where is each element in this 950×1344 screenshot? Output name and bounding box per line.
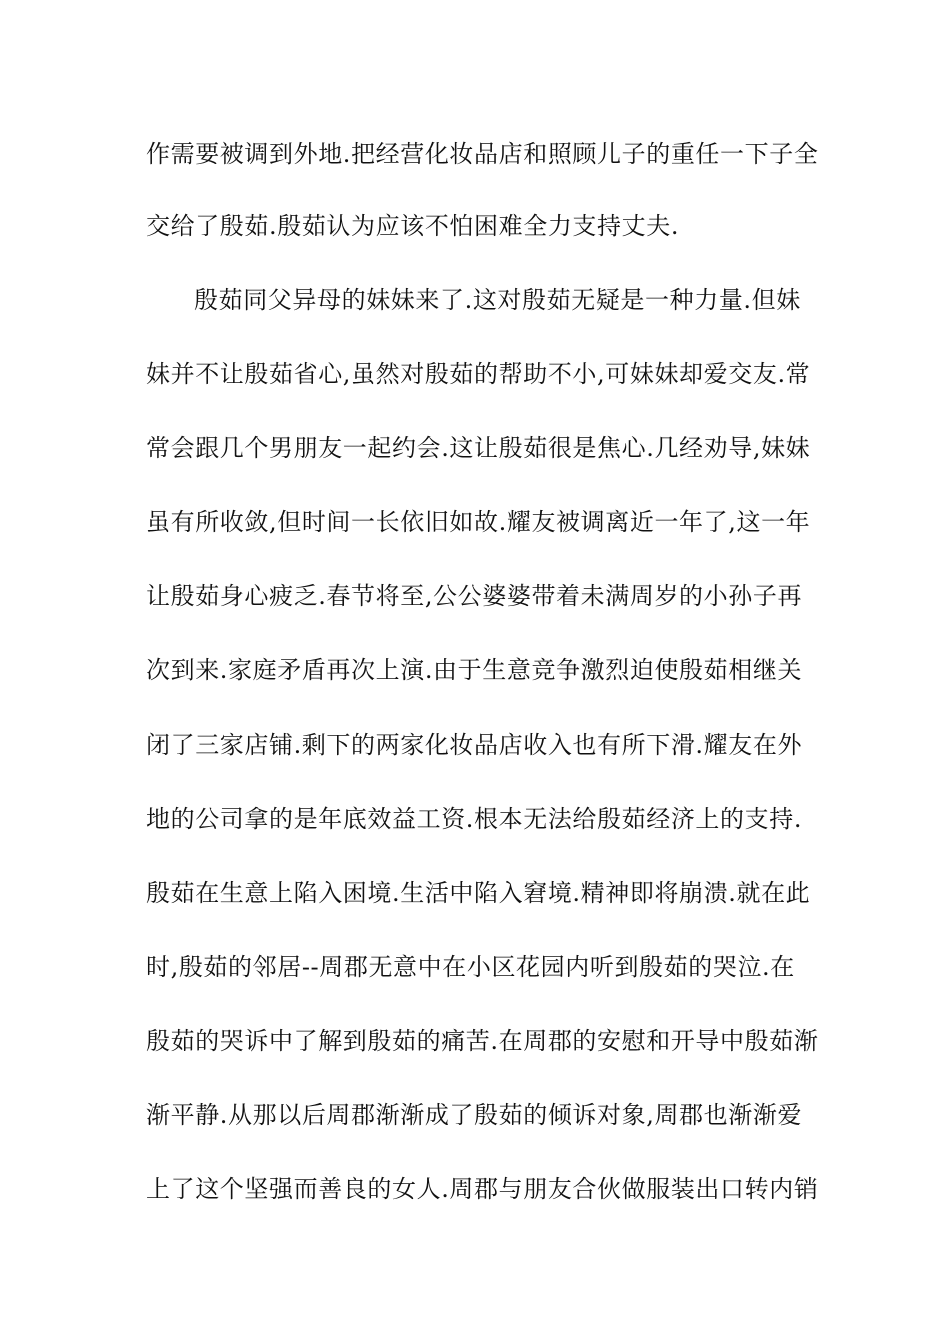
text-line-10: 地的公司拿的是年底效益工资.根本无法给殷茹经济上的支持.	[146, 805, 803, 833]
text-line-2: 交给了殷茹.殷茹认为应该不怕困难全力支持丈夫.	[146, 212, 680, 240]
paragraph-first-line: 殷茹同父异母的妹妹来了.这对殷茹无疑是一种力量.但妹	[194, 286, 801, 314]
text-line-6: 虽有所收敛,但时间一长依旧如故.耀友被调离近一年了,这一年	[146, 508, 811, 536]
text-line-8: 次到来.家庭矛盾再次上演.由于生意竞争激烈迫使殷茹相继关	[146, 656, 803, 684]
text-line-7: 让殷茹身心疲乏.春节将至,公公婆婆带着未满周岁的小孙子再	[146, 582, 803, 610]
text-line-1: 作需要被调到外地.把经营化妆品店和照顾儿子的重任一下子全	[146, 140, 819, 168]
text-line-13: 殷茹的哭诉中了解到殷茹的痛苦.在周郡的安慰和开导中殷茹渐	[146, 1027, 819, 1055]
text-line-9: 闭了三家店铺.剩下的两家化妆品店收入也有所下滑.耀友在外	[146, 731, 803, 759]
text-line-5: 常会跟几个男朋友一起约会.这让殷茹很是焦心.几经劝导,妹妹	[146, 434, 811, 462]
text-line-15: 上了这个坚强而善良的女人.周郡与朋友合伙做服装出口转内销	[146, 1175, 819, 1203]
text-line-4: 妹并不让殷茹省心,虽然对殷茹的帮助不小,可妹妹却爱交友.常	[146, 360, 811, 388]
text-line-11: 殷茹在生意上陷入困境.生活中陷入窘境.精神即将崩溃.就在此	[146, 879, 811, 907]
text-line-14: 渐平静.从那以后周郡渐渐成了殷茹的倾诉对象,周郡也渐渐爱	[146, 1101, 803, 1129]
text-line-12: 时,殷茹的邻居--周郡无意中在小区花园内听到殷茹的哭泣.在	[146, 953, 795, 981]
